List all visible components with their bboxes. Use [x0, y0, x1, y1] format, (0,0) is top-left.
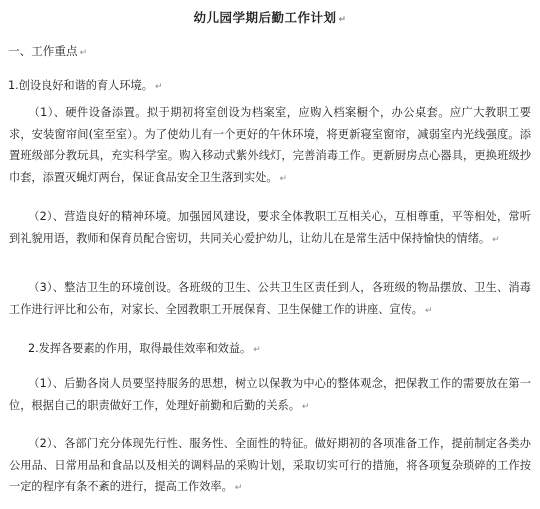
- sub-heading-1-text: 1.创设良好和谐的育人环境。: [8, 79, 153, 92]
- paragraph-mark-icon: ↵: [338, 15, 347, 25]
- paragraph-text: （2）、各部门充分体现先行性、服务性、全面性的特征。做好期初的各项准备工作，提前制定各类办公用品、日常用品和食品以及相关的调料品的采购计划，采取切实可行的措施，将各项复杂琐碎的工作按一定的程序有条不紊的进行，提高工作效率。: [9, 437, 531, 493]
- paragraph-text: （3）、整洁卫生的环境创设。各班级的卫生、公共卫生区责任到人，各班级的物品摆放、卫生、消毒工作进行评比和公布，对家长、全园教职工开展保育、卫生保健工作的讲座、宣传。: [9, 281, 531, 316]
- sub-heading-1: [8, 79, 162, 94]
- paragraph-mark-icon: ↵: [79, 48, 88, 58]
- paragraph-text: （1）、后勤各岗人员要坚持服务的思想，树立以保教为中心的整体观念，把保教工作的需要放在第一位，根据自己的职责做好工作，处理好前勤和后勤的关系。: [9, 377, 531, 412]
- paragraph-text: （2）、营造良好的精神环境。加强园风建设，要求全体教职工互相关心，互相尊重，平等相处，常听到礼貌用语，教师和保育员配合密切，共同关心爱护幼儿，让幼儿在是常生活中保持愉快的情绪。: [9, 210, 531, 245]
- section-heading: [8, 44, 87, 60]
- paragraph-mark-icon: ↵: [234, 483, 243, 493]
- sub-heading-2-text: 2.发挥各要素的作用，取得最佳效率和效益。: [28, 342, 252, 355]
- paragraph-mark-icon: ↵: [154, 82, 163, 92]
- paragraph-departments: [9, 433, 531, 500]
- paragraph-text: （1）、硬件设备添置。拟于期初将室创设为档案室，应购入档案橱个，办公桌套。应广大教职工要求，安装窗帘间(室至室）。为了使幼儿有一个更好的午休环境，将更新寝室窗帘，减弱室内光线强度。添置班级部分教玩具，充实科学室。购入移动式紫外线灯，完善消毒工作。更新厨房点心器具，更换班级抄巾套，添置灭蝇灯两台，保证食品安全卫生落到实处。: [9, 106, 531, 184]
- paragraph-spirit-environment: [9, 206, 531, 251]
- document-title: [0, 8, 540, 26]
- paragraph-mark-icon: ↵: [279, 173, 288, 184]
- paragraph-mark-icon: ↵: [424, 305, 433, 316]
- section-heading-text: 一、工作重点: [8, 44, 78, 58]
- title-text: 幼儿园学期后勤工作计划: [193, 10, 337, 25]
- paragraph-hardware: [9, 102, 531, 190]
- paragraph-mark-icon: ↵: [492, 234, 500, 245]
- sub-heading-2: [28, 342, 261, 357]
- paragraph-hygiene: [9, 277, 531, 322]
- paragraph-service-thinking: [9, 373, 531, 418]
- paragraph-mark-icon: ↵: [301, 401, 310, 412]
- paragraph-mark-icon: ↵: [253, 345, 261, 355]
